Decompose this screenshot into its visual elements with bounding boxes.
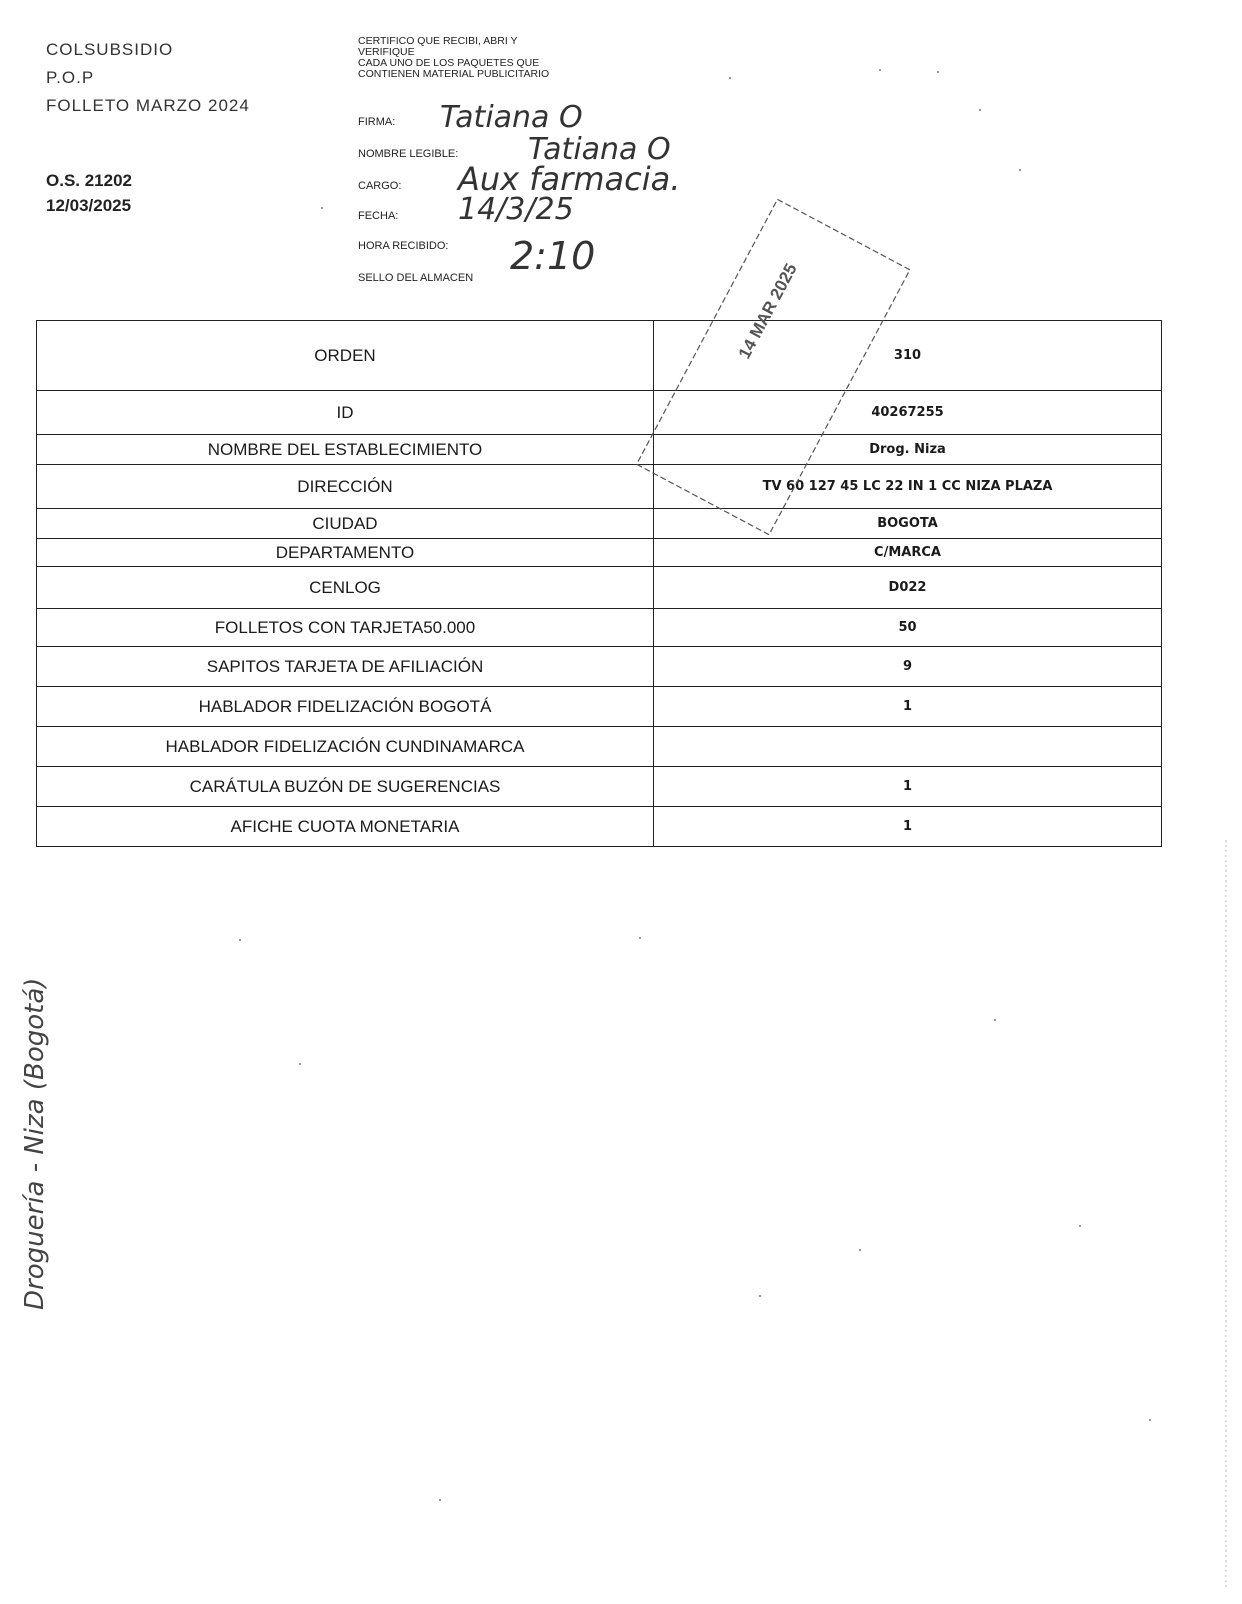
field-label-fecha: FECHA: xyxy=(358,210,399,222)
margin-handwritten-note: Droguería - Niza (Bogotá) xyxy=(20,977,50,1310)
company-block xyxy=(46,36,250,120)
row-value: BOGOTA xyxy=(654,509,1162,539)
company-name: COLSUBSIDIO xyxy=(46,40,174,59)
company-campaign: FOLLETO MARZO 2024 xyxy=(46,96,250,115)
row-value: D022 xyxy=(654,567,1162,609)
row-label: HABLADOR FIDELIZACIÓN BOGOTÁ xyxy=(37,687,654,727)
row-label: CARÁTULA BUZÓN DE SUGERENCIAS xyxy=(37,767,654,807)
row-label: AFICHE CUOTA MONETARIA xyxy=(37,807,654,847)
handwritten-name: Tatiana O xyxy=(528,132,671,167)
row-value: TV 60 127 45 LC 22 IN 1 CC NIZA PLAZA xyxy=(654,465,1162,509)
cert-line-3: CADA UNO DE LOS PAQUETES QUE xyxy=(358,57,540,69)
table-row xyxy=(37,321,1162,391)
row-label: CENLOG xyxy=(37,567,654,609)
field-label-cargo: CARGO: xyxy=(358,180,402,192)
row-label: ID xyxy=(37,391,654,435)
row-value: 1 xyxy=(654,767,1162,807)
row-value: 310 xyxy=(654,321,1162,391)
field-label-sello: SELLO DEL ALMACEN xyxy=(358,272,474,284)
handwritten-date: 14/3/25 xyxy=(458,192,574,227)
cert-line-2: VERIFIQUE xyxy=(358,46,415,58)
handwritten-position: Aux farmacia. xyxy=(458,160,681,198)
row-label: DEPARTAMENTO xyxy=(37,539,654,567)
delivery-table xyxy=(36,320,1162,847)
table-row xyxy=(37,509,1162,539)
row-value: 40267255 xyxy=(654,391,1162,435)
row-value: 1 xyxy=(654,687,1162,727)
row-value: C/MARCA xyxy=(654,539,1162,567)
company-material-type: P.O.P xyxy=(46,68,95,87)
table-row xyxy=(37,539,1162,567)
table-row xyxy=(37,647,1162,687)
row-label: ORDEN xyxy=(37,321,654,391)
field-label-hora: HORA RECIBIDO: xyxy=(358,240,449,252)
table-row xyxy=(37,391,1162,435)
row-value: 50 xyxy=(654,609,1162,647)
row-value: 1 xyxy=(654,807,1162,847)
row-value: Drog. Niza xyxy=(654,435,1162,465)
table-row xyxy=(37,465,1162,509)
row-label: SAPITOS TARJETA DE AFILIACIÓN xyxy=(37,647,654,687)
row-label: CIUDAD xyxy=(37,509,654,539)
table-row xyxy=(37,435,1162,465)
cert-line-1: CERTIFICO QUE RECIBI, ABRI Y xyxy=(358,35,518,47)
order-service-block xyxy=(46,168,132,218)
cert-line-4: CONTIENEN MATERIAL PUBLICITARIO xyxy=(358,68,550,80)
row-label: FOLLETOS CON TARJETA50.000 xyxy=(37,609,654,647)
table-row xyxy=(37,727,1162,767)
table-row xyxy=(37,807,1162,847)
row-label: DIRECCIÓN xyxy=(37,465,654,509)
table-row xyxy=(37,767,1162,807)
certification-text xyxy=(358,36,618,80)
order-service-date: 12/03/2025 xyxy=(46,196,132,215)
order-service-number: O.S. 21202 xyxy=(46,171,133,190)
row-label: HABLADOR FIDELIZACIÓN CUNDINAMARCA xyxy=(37,727,654,767)
field-label-firma: FIRMA: xyxy=(358,116,396,128)
handwritten-time: 2:10 xyxy=(510,234,596,278)
field-label-nombre: NOMBRE LEGIBLE: xyxy=(358,148,459,160)
stamp-date-text: 14 MAR 2025 xyxy=(734,260,801,362)
handwritten-signature: Tatiana O xyxy=(440,100,583,135)
table-row xyxy=(37,687,1162,727)
row-value: 9 xyxy=(654,647,1162,687)
row-value xyxy=(654,727,1162,767)
table-row xyxy=(37,567,1162,609)
table-row xyxy=(37,609,1162,647)
row-label: NOMBRE DEL ESTABLECIMIENTO xyxy=(37,435,654,465)
